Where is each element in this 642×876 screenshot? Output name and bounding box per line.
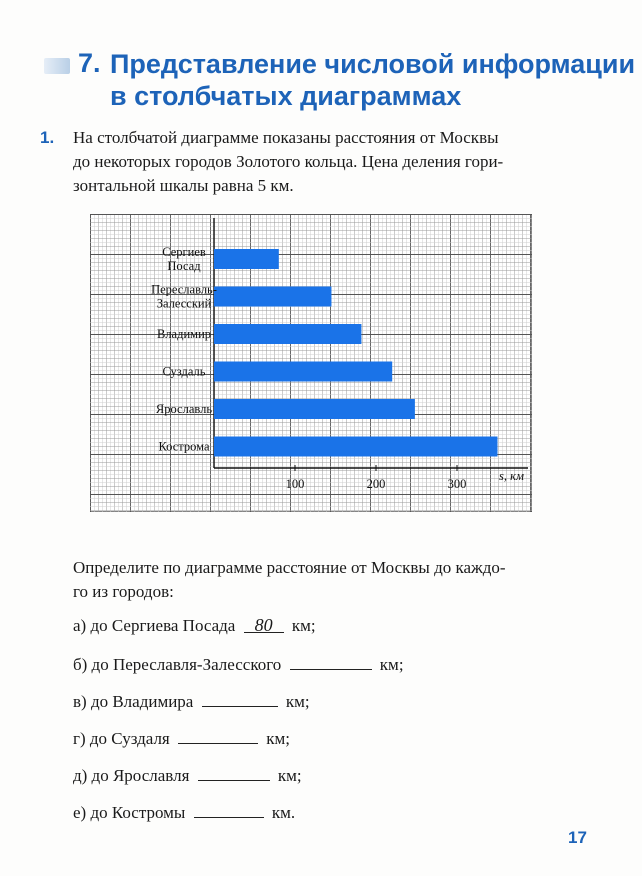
x-tick-label: 100 [285, 477, 305, 491]
answer-line-e [73, 762, 302, 787]
bar [214, 437, 498, 457]
answer-line-a [73, 614, 316, 637]
intro-line: до некоторых городов Золотого кольца. Цена деления гори- [73, 152, 504, 171]
section-title-line: Представление числовой информации [110, 49, 636, 79]
task-intro [73, 126, 603, 198]
answer-line-d [73, 725, 290, 750]
answer-blank[interactable] [178, 725, 258, 744]
category-label: Владимир [156, 327, 212, 341]
category-label: Ярославль [155, 402, 213, 416]
category-label: Посад [167, 259, 201, 273]
answer-line-b [73, 651, 404, 676]
answer-suffix: км; [277, 766, 302, 785]
category-label: Суздаль [162, 364, 206, 379]
answer-prefix: б) до Переславля-Залесского [73, 655, 282, 674]
section-title-line: в столбчатых диаграммах [110, 81, 462, 111]
answer-suffix: км; [379, 655, 404, 674]
answer-blank[interactable] [290, 651, 372, 670]
section-title [110, 48, 636, 112]
answer-suffix: км; [266, 729, 291, 748]
bar [214, 362, 392, 382]
answer-blank[interactable] [198, 762, 270, 781]
category-label: Сергиев [162, 245, 206, 259]
page-number: 17 [568, 828, 587, 847]
x-tick-label: 200 [366, 477, 386, 491]
category-label: Переславль- [151, 282, 217, 297]
bar [214, 324, 361, 344]
x-tick-label: 300 [447, 477, 467, 491]
answer-blank[interactable] [202, 688, 278, 707]
bar [214, 287, 331, 307]
bar [214, 249, 279, 269]
answer-line-f [73, 799, 295, 824]
bar-chart [90, 214, 532, 512]
answer-suffix: км; [291, 616, 316, 635]
answer-prefix: а) до Сергиева Посада [73, 616, 236, 635]
task-question [73, 556, 603, 604]
x-axis-label: s, км [499, 469, 524, 483]
intro-line: На столбчатой диаграмме показаны расстояния от Москвы [73, 128, 499, 147]
bar [214, 399, 415, 419]
answer-prefix: д) до Ярославля [73, 766, 190, 785]
answer-prefix: е) до Костромы [73, 803, 186, 822]
answer-prefix: г) до Суздаля [73, 729, 170, 748]
task-number: 1. [40, 128, 55, 147]
category-label: Кострома [158, 439, 210, 454]
answer-prefix: в) до Владимира [73, 692, 194, 711]
answer-value: 80 [254, 615, 273, 635]
bar-chart-svg [90, 214, 532, 512]
answer-blank[interactable] [244, 614, 284, 633]
answer-suffix: км. [271, 803, 296, 822]
question-line: го из городов: [73, 582, 174, 601]
answer-blank[interactable] [194, 799, 264, 818]
answer-line-c [73, 688, 310, 713]
intro-line: зонтальной шкалы равна 5 км. [73, 176, 294, 195]
answer-suffix: км; [285, 692, 310, 711]
question-line: Определите по диаграмме расстояние от Москвы до каждо- [73, 558, 506, 577]
category-label: Залесский [156, 296, 212, 311]
section-number: 7. [78, 48, 101, 78]
section-marker-icon [44, 58, 70, 74]
